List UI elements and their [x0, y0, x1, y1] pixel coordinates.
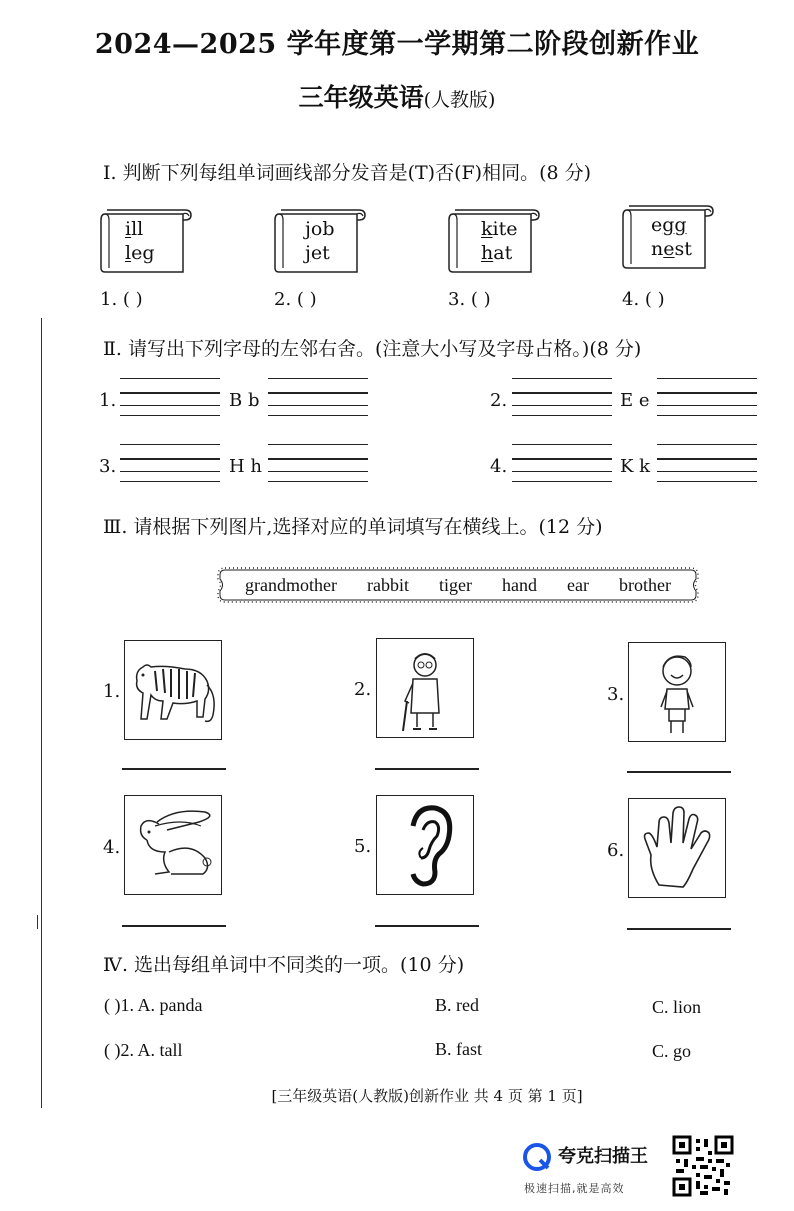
letter-item-number: 4.	[490, 456, 508, 477]
section-1-heading: Ⅰ. 判断下列每组单词画线部分发音是(T)否(F)相同。(8 分)	[103, 162, 592, 184]
picture-number: 2.	[354, 679, 372, 700]
word-scroll-2	[273, 206, 365, 266]
writing-lines-left-2[interactable]	[512, 378, 612, 418]
word-bank	[215, 575, 701, 596]
word-bottom: hat	[481, 242, 513, 264]
writing-lines-right-4[interactable]	[657, 444, 757, 484]
word-bank-item: tiger	[438, 575, 472, 595]
word-top: egg	[651, 214, 687, 236]
word-bank-item: rabbit	[366, 575, 409, 595]
binding-margin-line	[41, 318, 42, 1108]
hand-icon	[629, 799, 725, 897]
picture-frame-5	[376, 795, 474, 895]
section-3-heading: Ⅲ. 请根据下列图片,选择对应的单词填写在横线上。(12 分)	[103, 516, 603, 538]
picture-frame-1	[124, 640, 222, 740]
picture-number: 5.	[354, 836, 372, 857]
section-2-heading: Ⅱ. 请写出下列字母的左邻右舍。(注意大小写及字母占格。)(8 分)	[103, 338, 642, 360]
writing-lines-left-1[interactable]	[120, 378, 220, 418]
page-subtitle	[0, 78, 794, 114]
ear-icon	[377, 796, 473, 894]
picture-number: 3.	[607, 684, 625, 705]
answer-line-3[interactable]	[627, 771, 731, 773]
picture-frame-4	[124, 795, 222, 895]
picture-number: 4.	[103, 837, 121, 858]
writing-lines-right-3[interactable]	[268, 444, 368, 484]
picture-frame-6	[628, 798, 726, 898]
word-top: kite	[481, 218, 518, 240]
answer-bracket-2[interactable]: 2. ( )	[274, 289, 317, 310]
writing-lines-left-3[interactable]	[120, 444, 220, 484]
picture-number: 1.	[103, 681, 121, 702]
section-4-heading: Ⅳ. 选出每组单词中不同类的一项。(10 分)	[103, 954, 465, 976]
tiger-icon	[125, 641, 221, 739]
word-top: ill	[125, 218, 144, 240]
scanner-brand: 夸克扫描王	[558, 1146, 648, 1167]
page-footer: [三年级英语(人教版)创新作业 共 4 页 第 1 页]	[271, 1087, 583, 1105]
writing-lines-right-1[interactable]	[268, 378, 368, 418]
answer-bracket-1[interactable]: 1. ( )	[100, 289, 143, 310]
qr-code-icon	[672, 1135, 734, 1197]
picture-frame-3	[628, 642, 726, 742]
word-bottom: jet	[305, 242, 330, 264]
boy-icon	[629, 643, 725, 741]
given-letters: K k	[620, 456, 651, 477]
word-bank-item: brother	[618, 575, 671, 595]
page-title: 2024—2025 学年度第一学期第二阶段创新作业	[94, 29, 700, 60]
edition-label: (人教版)	[423, 89, 496, 111]
word-bottom: nest	[651, 238, 692, 260]
rabbit-icon	[125, 796, 221, 894]
word-bottom: leg	[125, 242, 155, 264]
quark-logo-icon	[522, 1142, 552, 1172]
answer-line-5[interactable]	[375, 925, 479, 927]
choice-row-1-c[interactable]: C. lion	[652, 997, 702, 1017]
choice-row-2-c[interactable]: C. go	[652, 1041, 692, 1061]
choice-row-1-b[interactable]: B. red	[435, 995, 479, 1015]
answer-bracket-4[interactable]: 4. ( )	[622, 289, 665, 310]
answer-line-6[interactable]	[627, 928, 731, 930]
letter-item-number: 2.	[490, 390, 508, 411]
word-scroll-1	[99, 206, 191, 266]
choice-row-2-a[interactable]: ( )2. A. tall	[104, 1040, 183, 1060]
answer-line-1[interactable]	[122, 768, 226, 770]
word-bank-item: ear	[566, 575, 589, 595]
grandmother-icon	[377, 639, 473, 737]
picture-number: 6.	[607, 840, 625, 861]
word-bank-item: hand	[501, 575, 537, 595]
writing-lines-right-2[interactable]	[657, 378, 757, 418]
answer-line-4[interactable]	[122, 925, 226, 927]
letter-item-number: 1.	[99, 390, 117, 411]
scanner-slogan: 极速扫描,就是高效	[524, 1182, 625, 1195]
word-bank-item: grandmother	[245, 575, 337, 595]
subject-label: 三年级英语	[298, 83, 424, 112]
given-letters: E e	[620, 390, 650, 411]
writing-lines-left-4[interactable]	[512, 444, 612, 484]
given-letters: B b	[229, 390, 260, 411]
binding-margin-tick	[37, 915, 38, 929]
answer-bracket-3[interactable]: 3. ( )	[448, 289, 491, 310]
answer-line-2[interactable]	[375, 768, 479, 770]
word-scroll-4	[621, 202, 713, 262]
choice-row-1-a[interactable]: ( )1. A. panda	[104, 995, 203, 1015]
given-letters: H h	[229, 456, 263, 477]
picture-frame-2	[376, 638, 474, 738]
letter-item-number: 3.	[99, 456, 117, 477]
choice-row-2-b[interactable]: B. fast	[435, 1039, 482, 1059]
word-scroll-3	[447, 206, 539, 266]
word-top: job	[305, 218, 335, 240]
